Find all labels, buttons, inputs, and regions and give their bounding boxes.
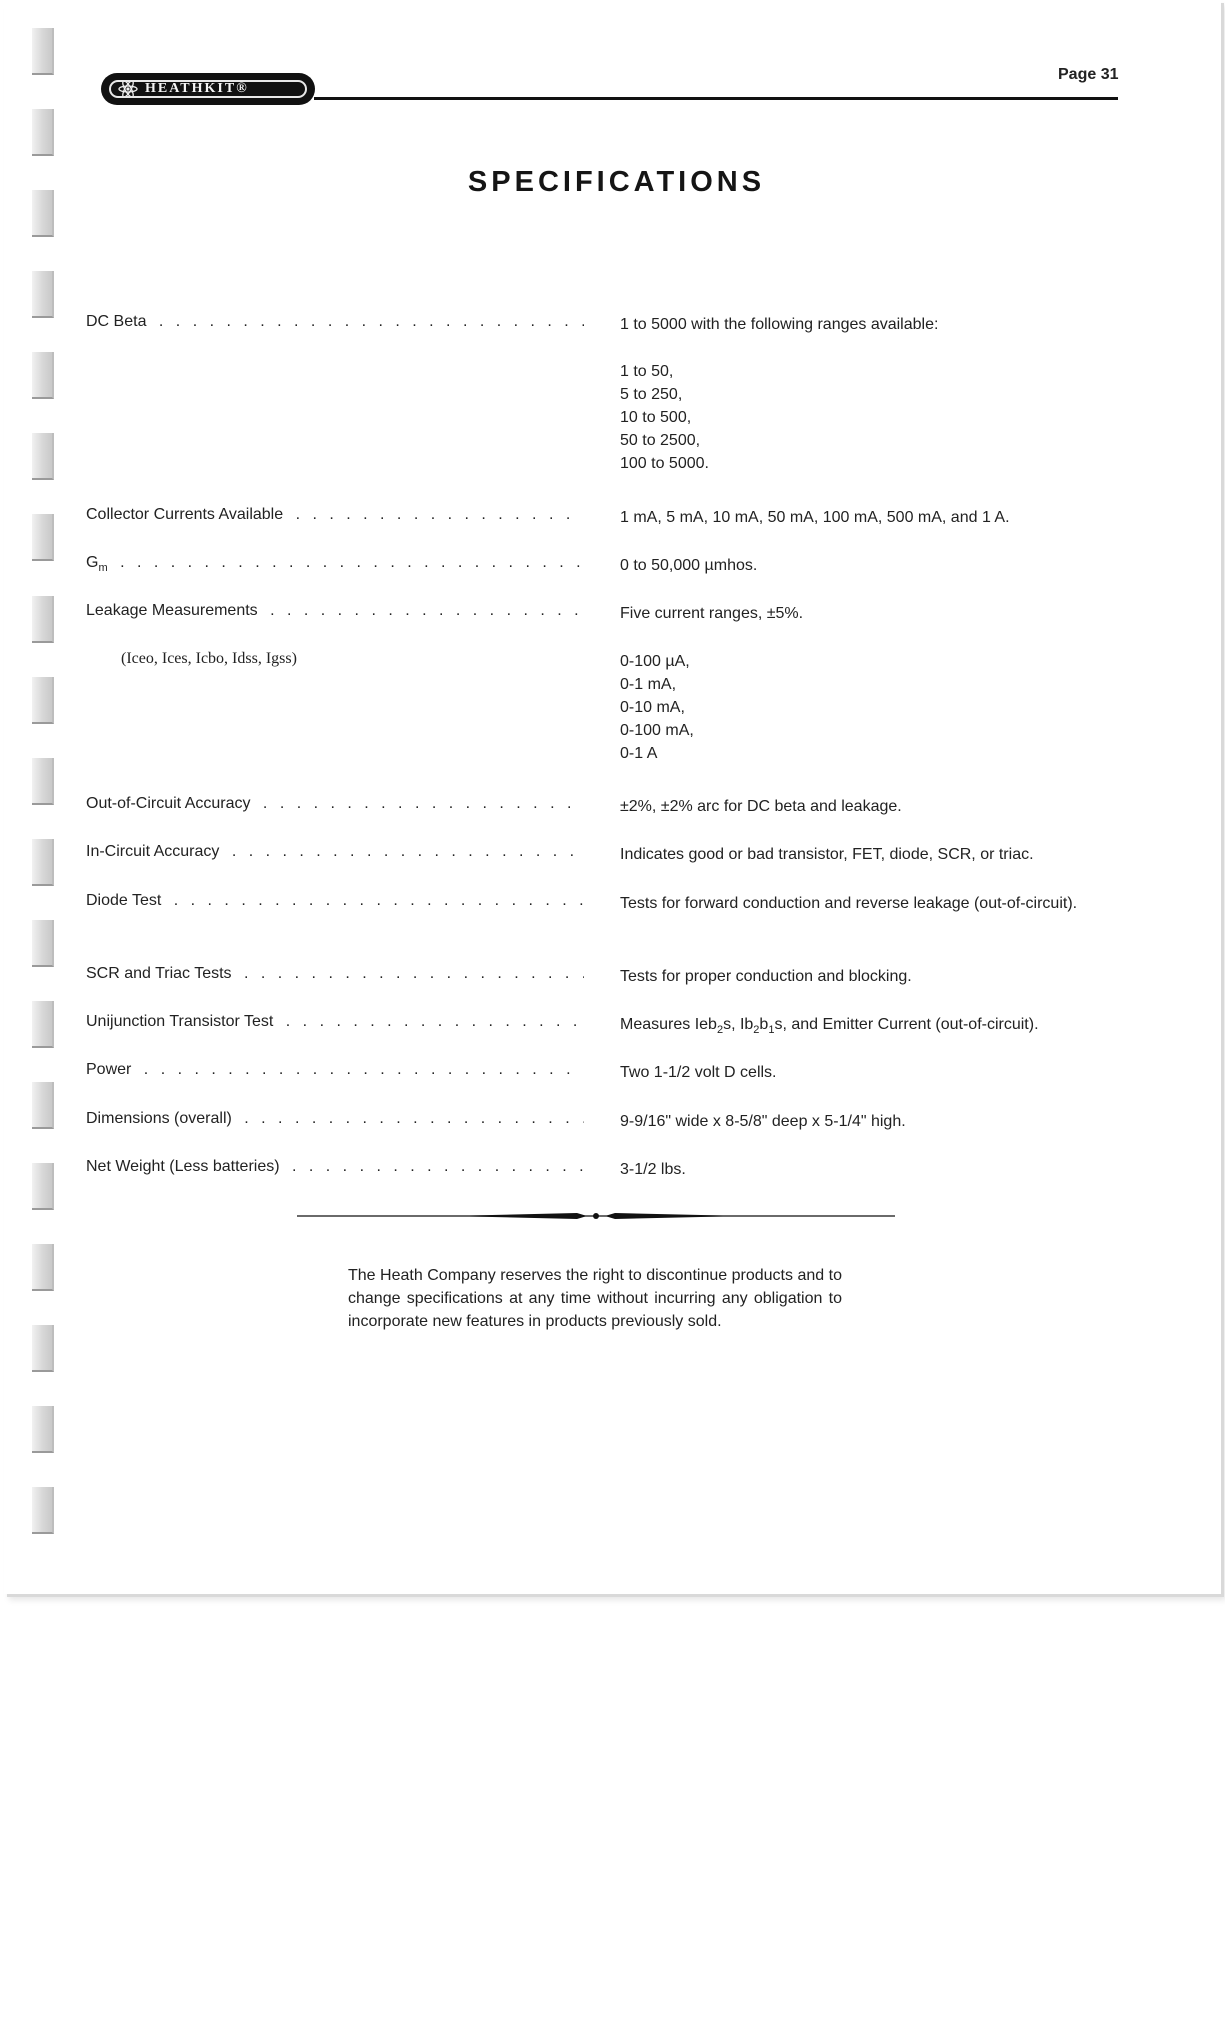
manual-page	[4, 0, 1221, 1594]
binder-tab	[32, 109, 54, 156]
binder-tab	[32, 1082, 54, 1129]
list-item: 0-1 A	[620, 745, 658, 762]
binder-tab	[32, 677, 54, 724]
spec-value-diode-test: Tests for forward conduction and reverse leakage (out-of-circuit).	[620, 895, 1078, 912]
spec-value-dc-beta: 1 to 5000 with the following ranges available:	[620, 316, 939, 333]
binder-tab	[32, 1325, 54, 1372]
logo-wordmark: HEATHKIT®	[145, 81, 249, 96]
dc-beta-range-list	[620, 360, 709, 475]
spec-value-collector-currents: 1 mA, 5 mA, 10 mA, 50 mA, 100 mA, 500 mA, and 1 A.	[620, 509, 1010, 526]
binder-tab	[32, 1406, 54, 1453]
list-item: 0-1 mA,	[620, 676, 677, 693]
spec-label-dc-beta: DC Beta . . .	[86, 313, 584, 331]
disclaimer-text: The Heath Company reserves the right to discontinue products and to change specifications at any time without incurring any obligation to incorporate new features in products previously sold.	[348, 1267, 842, 1330]
spec-label-ujt-test: Unijunction Transistor Test . . .	[86, 1013, 584, 1031]
spec-value-gm: 0 to 50,000 µmhos.	[620, 557, 758, 574]
binder-tab	[32, 1163, 54, 1210]
binder-tab	[32, 433, 54, 480]
binder-tab	[32, 596, 54, 643]
spec-label-out-of-circuit-accuracy: Out-of-Circuit Accuracy . . .	[86, 795, 584, 813]
binder-tab	[32, 1244, 54, 1291]
spec-value-power: Two 1-1/2 volt D cells.	[620, 1064, 777, 1081]
spec-value-dimensions: 9-9/16" wide x 8-5/8" deep x 5-1/4" high.	[620, 1113, 906, 1130]
spec-label-scr-triac-tests: SCR and Triac Tests . . .	[86, 965, 584, 983]
page-title: SPECIFICATIONS	[467, 166, 766, 198]
binder-tab	[32, 1487, 54, 1534]
spec-label-net-weight: Net Weight (Less batteries) . . .	[86, 1158, 584, 1176]
list-item: 0-100 mA,	[620, 722, 694, 739]
binder-tab	[32, 271, 54, 318]
leakage-sublabel: (Iceo, Ices, Icbo, Idss, Igss)	[121, 650, 297, 667]
list-item: 5 to 250,	[620, 386, 683, 403]
binder-tab	[32, 28, 54, 75]
spec-label-gm: $G_m$ . . .	[86, 554, 584, 574]
binder-tab	[32, 839, 54, 886]
spec-label-diode-test: Diode Test . . .	[86, 892, 584, 910]
spec-value-ujt-test: Measures Ieb$_2$s, $Ib_2b_1s$, and Emitter Current (out-of-circuit).	[620, 1016, 1039, 1036]
binder-tab	[32, 352, 54, 399]
spec-label-leakage: Leakage Measurements . . .	[86, 602, 584, 620]
list-item: 1 to 50,	[620, 363, 674, 380]
ornamental-divider	[297, 1211, 895, 1221]
list-item: 50 to 2500,	[620, 432, 701, 449]
spec-label-power: Power . . .	[86, 1061, 584, 1079]
atom-icon	[117, 82, 139, 96]
list-item: 100 to 5000.	[620, 455, 709, 472]
spec-value-scr-triac-tests: Tests for proper conduction and blocking.	[620, 968, 912, 985]
spec-label-collector-currents: Collector Currents Available . . .	[86, 506, 584, 524]
spec-label-dimensions: Dimensions (overall) . . .	[86, 1110, 584, 1128]
leakage-range-list	[620, 650, 694, 765]
page-number: Page 31	[1058, 66, 1119, 83]
spec-label-in-circuit-accuracy: In-Circuit Accuracy . . .	[86, 843, 584, 861]
binder-tab	[32, 920, 54, 967]
spec-value-in-circuit-accuracy: Indicates good or bad transistor, FET, diode, SCR, or triac.	[620, 846, 1034, 863]
spec-value-out-of-circuit-accuracy: ±2%, ±2% arc for DC beta and leakage.	[620, 798, 902, 815]
spec-value-net-weight: 3-1/2 lbs.	[620, 1161, 686, 1178]
heathkit-logo	[101, 73, 315, 105]
binder-tab	[32, 758, 54, 805]
list-item: 10 to 500,	[620, 409, 692, 426]
binder-tab	[32, 1001, 54, 1048]
header-rule	[314, 97, 1118, 100]
list-item: 0-10 mA,	[620, 699, 685, 716]
binder-tab	[32, 514, 54, 561]
list-item: 0-100 µA,	[620, 653, 690, 670]
spec-value-leakage: Five current ranges, ±5%.	[620, 605, 804, 622]
